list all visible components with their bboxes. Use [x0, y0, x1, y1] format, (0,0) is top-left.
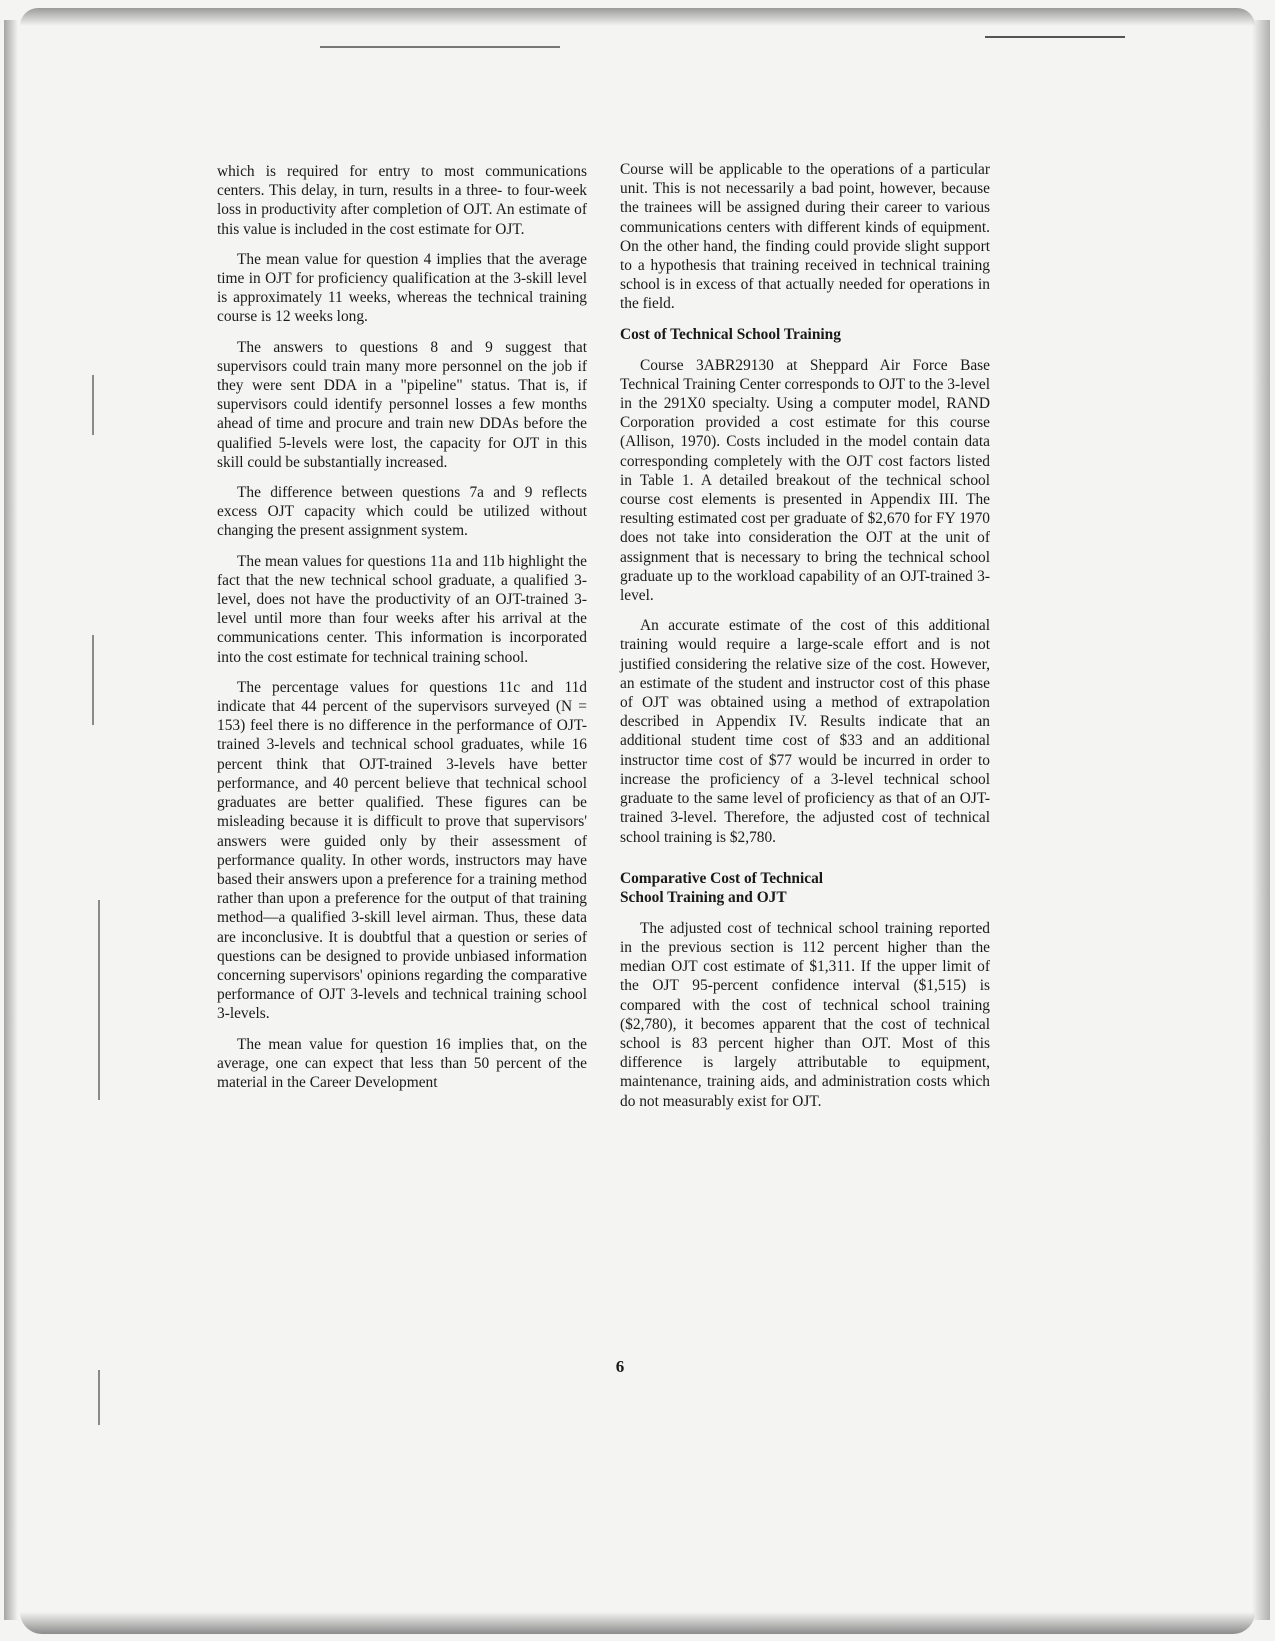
margin-mark — [98, 1370, 100, 1425]
margin-mark — [98, 900, 100, 1100]
scan-edge-top — [20, 8, 1255, 26]
paragraph: The mean values for questions 11a and 11b highlight the fact that the new technical school graduate, a qualified 3-level, does not have the productivity of an OJT-trained 3-level until more than four weeks after his arrival at the communications center. This information is incorporated into the cost estimate for technical training school. — [217, 552, 587, 666]
left-column — [217, 162, 587, 1103]
section-heading: Cost of Technical School Training — [620, 325, 841, 343]
scan-rule-top-right — [985, 36, 1125, 38]
paragraph: The difference between questions 7a and 9 reflects excess OJT capacity which could be utilized without changing the present assignment system. — [217, 484, 587, 540]
section-heading-line: School Training and OJT — [620, 888, 787, 906]
paragraph: The mean value for question 16 implies that, on the average, one can expect that less than 50 percent of the material in the Career Development — [217, 1035, 587, 1091]
paragraph: An accurate estimate of the cost of this additional training would require a large-scale effort and is not justified considering the relative size of the cost. However, an estimate of the student and instructor cost of this phase of OJT was obtained using a method of extrapolation described in Appendix IV. Results indicate that an additional student time cost of $33 and an additional instructor time cost of $77 would be incurred in order to increase the proficiency of a 3-level technical school graduate to the same level of proficiency as that of an OJT-trained 3-level. Therefore, the adjusted cost of technical school training is $2,780. — [620, 617, 990, 846]
scan-rule-top — [320, 46, 560, 48]
paragraph: The percentage values for questions 11c and 11d indicate that 44 percent of the supervisors surveyed (N = 153) feel there is no difference in the performance of OJT-trained 3-levels and technical school graduates, while 16 percent think that OJT-trained 3-levels have better performance, and 40 percent believe that technical school graduates are better qualified. These figures can be misleading because it is difficult to prove that supervisors' answers were guided only by their assessment of performance quality. In other words, instructors may have based their answers upon a preference for a training method rather than upon a preference for the output of that training method—a qualified 3-skill level airman. Thus, these data are inconclusive. It is doubtful that a question or series of questions can be designed to provide unbiased information concerning supervisors' opinions regarding the comparative performance of OJT 3-levels and technical training school 3-levels. — [217, 678, 587, 1023]
right-column — [620, 160, 990, 1122]
scan-edge-right — [1252, 20, 1270, 1620]
scan-edge-left — [4, 20, 18, 1620]
paragraph: which is required for entry to most communications centers. This delay, in turn, results in a three- to four-week loss in productivity after completion of OJT. An estimate of this value is included in the cost estimate for OJT. — [217, 163, 587, 238]
page-number: 6 — [615, 1357, 625, 1376]
margin-mark — [92, 375, 94, 435]
paragraph: Course will be applicable to the operations of a particular unit. This is not necessarily a bad point, however, because the trainees will be assigned during their career to various communications centers with different kinds of equipment. On the other hand, the finding could provide slight support to a hypothesis that training received in technical training school is in excess of that actually needed for operations in the field. — [620, 161, 990, 313]
scan-edge-bottom — [20, 1612, 1255, 1634]
paragraph: The mean value for question 4 implies that the average time in OJT for proficiency qualification at the 3-skill level is approximately 11 weeks, whereas the technical training course is 12 weeks long. — [217, 250, 587, 326]
paragraph: The answers to questions 8 and 9 suggest that supervisors could train many more personnel on the job if they were sent DDA in a "pipeline" status. That is, if supervisors could identify personnel losses a few months ahead of time and procure and train new DDAs before the qualified 5-levels were lost, the capacity for OJT in this skill could be substantially increased. — [217, 338, 587, 471]
paragraph: Course 3ABR29130 at Sheppard Air Force Base Technical Training Center corresponds to OJT to the 3-level in the 291X0 specialty. Using a computer model, RAND Corporation provided a cost estimate for this course (Allison, 1970). Costs included in the model contain data corresponding completely with the OJT cost factors listed in Table 1. A detailed breakout of the technical school course cost elements is presented in Appendix III. The resulting estimated cost per graduate of $2,670 for FY 1970 does not take into consideration the OJT at the unit of assignment that is necessary to bring the technical school graduate up to the workload capability of an OJT-trained 3-level. — [620, 356, 990, 605]
margin-mark — [92, 635, 94, 725]
section-heading — [620, 869, 990, 907]
section-heading-line: Comparative Cost of Technical — [620, 869, 824, 887]
paragraph: The adjusted cost of technical school training reported in the previous section is 112 percent higher than the median OJT cost estimate of $1,311. If the upper limit of the OJT 95-percent confidence interval ($1,515) is compared with the cost of technical school training ($2,780), it becomes apparent that the cost of technical school is 83 percent higher than OJT. Most of this difference is largely attributable to equipment, maintenance, training aids, and administration costs which do not measurably exist for OJT. — [620, 919, 990, 1110]
